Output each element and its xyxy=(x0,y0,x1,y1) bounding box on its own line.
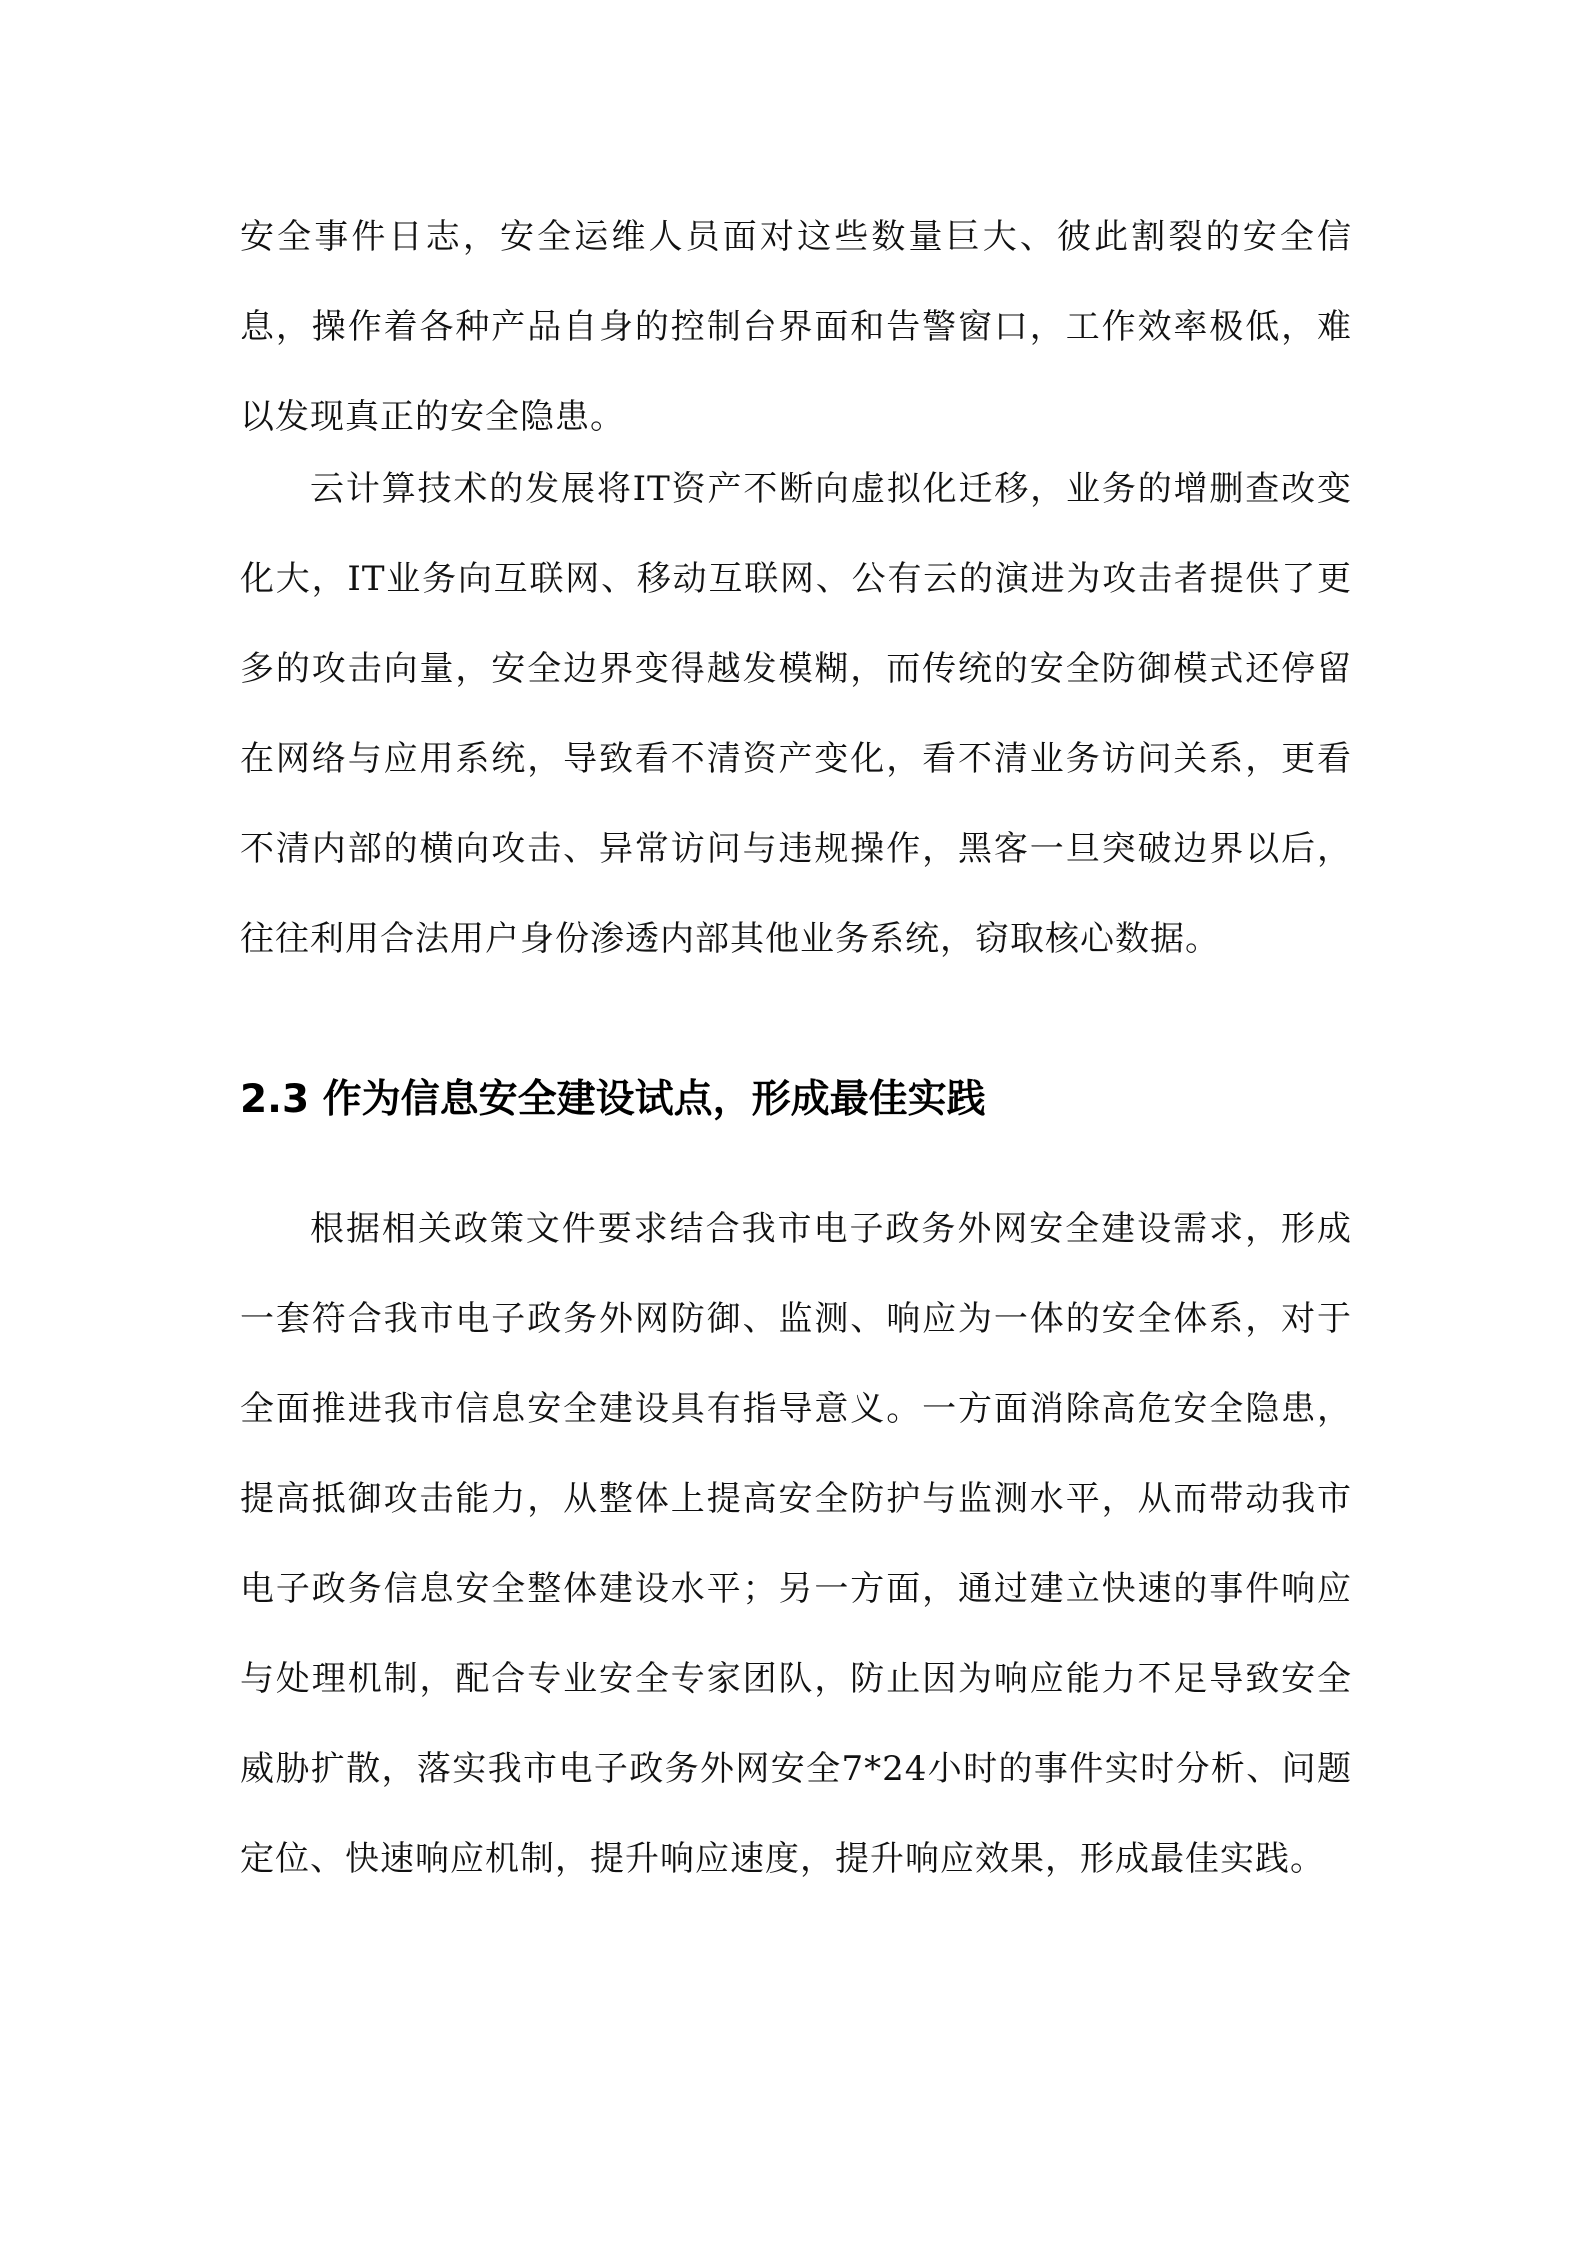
paragraph-cloud-computing: 云计算技术的发展将IT资产不断向虚拟化迁移，业务的增删查改变化大，IT业务向互联网、移动互联网、公有云的演进为攻击者提供了更多的攻击向量，安全边界变得越发模糊，而传统的安全防御模式还停留在网络与应用系统，导致看不清资产变化，看不清业务访问关系，更看不清内部的横向攻击、异常访问与违规操作，黑客一旦突破边界以后，往往利用合法用户身份渗透内部其他业务系统，窃取核心数据。 xyxy=(240,469,1352,959)
paragraph-best-practice: 根据相关政策文件要求结合我市电子政务外网安全建设需求，形成一套符合我市电子政务外网防御、监测、响应为一体的安全体系，对于全面推进我市信息安全建设具有指导意义。一方面消除高危安全隐患，提高抵御攻击能力，从整体上提高安全防护与监测水平，从而带动我市电子政务信息安全整体建设水平；另一方面，通过建立快速的事件响应与处理机制，配合专业安全专家团队，防止因为响应能力不足导致安全威胁扩散，落实我市电子政务外网安全7*24小时的事件实时分析、问题定位、快速响应机制，提升响应速度，提升响应效果，形成最佳实践。 xyxy=(240,1209,1352,1879)
section-heading: 2.3 作为信息安全建设试点，形成最佳实践 xyxy=(240,1077,986,1122)
paragraph-security-event-logs: 安全事件日志，安全运维人员面对这些数量巨大、彼此割裂的安全信息，操作着各种产品自身的控制台界面和告警窗口，工作效率极低，难以发现真正的安全隐患。 xyxy=(240,217,1352,437)
